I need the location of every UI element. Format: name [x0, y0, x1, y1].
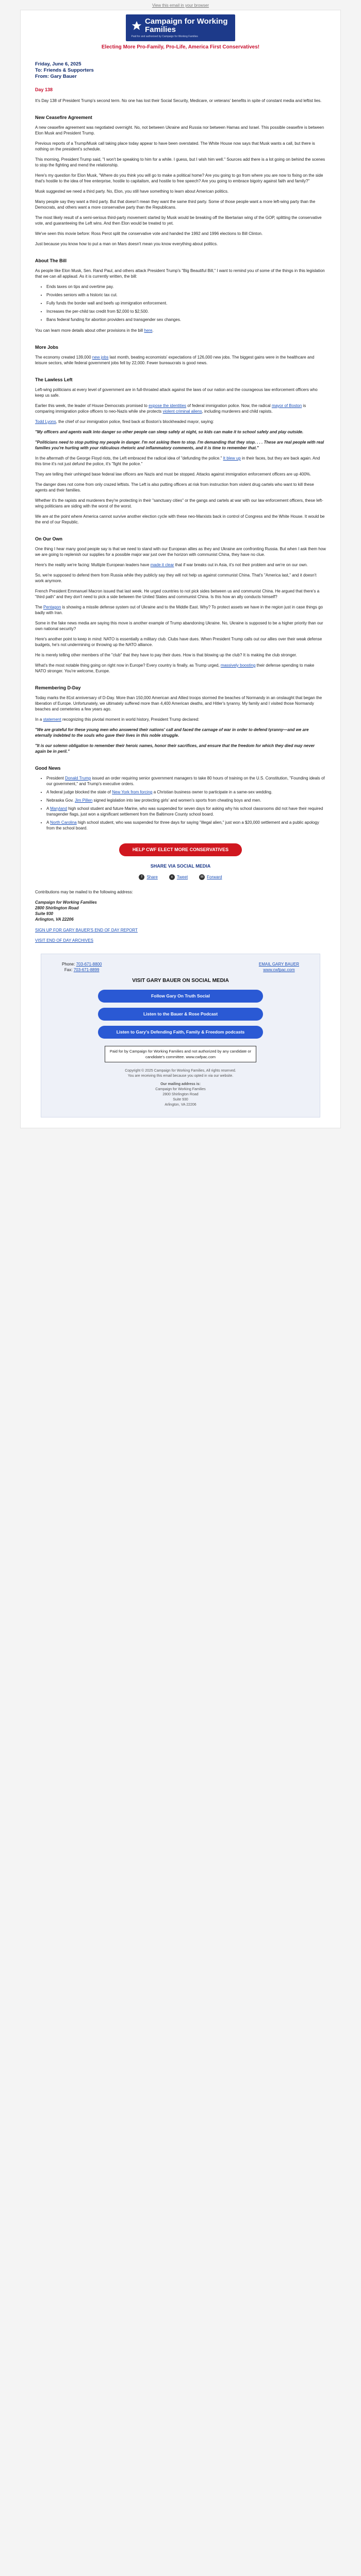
quote: "My officers and agents walk into danger so other people can sleep safely at night, so kids can make it to school safely and play outside.	[35, 430, 304, 434]
pillen-link[interactable]: Jim Pillen	[75, 798, 93, 803]
paragraph: Here's the reality we're facing: Multiple European leaders have made it clear that if war breaks out in Asia, it's not their problem and we're on our own.	[35, 563, 308, 567]
paragraph: The economy created 139,000 new jobs last month, beating economists' expectations of 126,000 new jobs. The biggest gains were in the healthcare and leisure sectors, while federal government jobs fell by 22,000. Fewer bureaucrats is good news.	[35, 355, 315, 365]
maryland-link[interactable]: Maryland	[50, 806, 68, 811]
new-jobs-link[interactable]: new jobs	[92, 355, 109, 360]
tagline: Electing More Pro-Family, Pro-Life, America First Conservatives!	[101, 44, 260, 50]
paragraph: So, we're supposed to defend them from Russia while they publicly say they will not help us against communist China. That's "America last," and it doesn't work anymore.	[35, 573, 317, 583]
paragraph: You can learn more details about other provisions in the bill here.	[35, 328, 154, 333]
section-title-jobs: More Jobs	[35, 345, 59, 350]
todd-lyons-link[interactable]: Todd Lyons	[35, 419, 56, 424]
bill-details-link[interactable]: here	[144, 328, 153, 333]
phone-fax: Phone: 703-671-8800 Fax: 703-671-8899	[62, 962, 102, 973]
email-link[interactable]: EMAIL GARY BAUER	[258, 962, 299, 967]
paragraph: Here's another point to keep in mind: NATO is essentially a military club. Clubs have dues. When President Trump calls out our allies over their weak defense budgets, he's not undermining or throwing up the NATO alliance.	[35, 637, 322, 647]
share-title: SHARE VIA SOCIAL MEDIA	[150, 863, 211, 869]
blew-up-link[interactable]: It blew up	[223, 456, 241, 461]
share-facebook-button[interactable]: f Share	[139, 874, 157, 880]
cta-area	[35, 843, 326, 880]
section-title-ceasefire: New Ceasefire Agreement	[35, 115, 92, 120]
help-cwf-button[interactable]: HELP CWF ELECT MORE CONSERVATIVES	[119, 843, 242, 856]
list-item: • Ends taxes on tips and overtime pay.	[46, 284, 326, 290]
paragraph: Many people say they want a third party. But that doesn't mean they want the same third party. Some of those people want a more left-wing party than the Democrats, and others want a more conservative party than the Republicans.	[35, 199, 316, 210]
logo-subtext: Paid for and authorized by Campaign for Working Families	[131, 35, 198, 38]
paragraph: Today marks the 81st anniversary of D-Day. More than 150,000 American and Allied troops stormed the beaches of Normandy in an onslaught that began the liberation of Europe. Unfortunately, we ultimately suffered more than 4,400 American deaths, and Hitler's tyranny. My family and I visited those Normandy beaches and cemeteries a few years ago.	[35, 696, 322, 711]
paragraph: Whether it's the rapists and murderers they're protecting in their "sanctuary cities" or the gangs and cartels at war with our law enforcement officers, these left-wing politicians are siding with the worst of the worst.	[35, 498, 323, 509]
list-item: • Nebraska Gov. Jim Pillen signed legislation into law protecting girls' and women's sports from cheating boys and men.	[46, 798, 326, 803]
paragraph: French President Emmanuel Macron issued that last week. He urged countries to not pick sides between us and communist China. He argued that there's a "third path" and they don't need to pick a side between the United States and communist China. Is this how an ally conducts himself?	[35, 589, 320, 599]
paragraph: Here's my question for Elon Musk, "Where do you think you will go to make a political home? Are you going to go from where you are now to fixing on the side that's hostile to the idea of free enterprise, hostile to capitalism, and hostile to free speech? Are you going to embrace bigotry against faith and family?"	[35, 173, 323, 183]
phone-link[interactable]: 703-671-8800	[76, 962, 102, 967]
section-title-bill: About The Bill	[35, 258, 67, 263]
paragraph: Todd Lyons, the chief of our immigration police, fired back at Boston's blockheaded mayor, saying:	[35, 419, 214, 424]
intro-paragraph: It's Day 138 of President Trump's second term. No one has lost their Social Security, Medicare, or veterans' benefits in spite of constant media and leftist lies.	[35, 98, 322, 103]
made-it-clear-link[interactable]: made it clear	[150, 563, 174, 567]
footer-legal: Copyright © 2025 Campaign for Working Families, All rights reserved. You are receiving this email because you opted in via our website. Our mailing address is: Campaign for Working Families 2800 Shirlington Road Suite 930 Arlington, VA 22206	[125, 1069, 236, 1107]
footer	[41, 954, 320, 1117]
newsletter-body	[21, 54, 340, 1128]
section-title-on-our-own: On Our Own	[35, 536, 62, 541]
fax-link[interactable]: 703-671-8899	[73, 968, 100, 973]
boosting-link[interactable]: massively boosting	[220, 663, 256, 668]
email-web	[259, 961, 299, 973]
list-item: • A North Carolina high school student, who was suspended for three days for saying "illegal alien," just won a $20,000 settlement and a public apology from the school board.	[46, 820, 326, 831]
good-news-list	[35, 775, 326, 831]
memo-to: To: Friends & Supporters	[35, 67, 94, 73]
new-york-link[interactable]: New York from forcing	[112, 790, 153, 794]
list-item: • Increases the per-child tax credit from $2,000 to $2,500.	[46, 309, 326, 314]
paragraph: As people like Elon Musk, Sen. Rand Paul, and others attack President Trump's "Big Beautiful Bill," I want to remind you of some of the things in this legislation that we can all applaud. As it is currently written, the bill:	[35, 268, 325, 279]
truth-social-button[interactable]: Follow Gary On Truth Social	[98, 990, 263, 1003]
north-carolina-link[interactable]: North Carolina	[50, 820, 77, 825]
pentagon-link[interactable]: Pentagon	[43, 605, 61, 609]
section-title-good-news: Good News	[35, 766, 61, 771]
section-title-lawless-left: The Lawless Left	[35, 377, 73, 382]
paragraph: Some in the fake news media are saying this move is another example of Trump abandoning Ukraine. No, Ukraine is supposed to be a higher priority than our own national security?	[35, 621, 323, 631]
paragraph: A new ceasefire agreement was negotiated overnight. No, not between Ukraine and Russia nor between Hamas and Israel. This possible ceasefire is between Elon Musk and President Trump.	[35, 125, 324, 135]
paragraph: Just because you know how to put a man on Mars doesn't mean you know everything about politics.	[35, 242, 218, 246]
share-twitter-button[interactable]: x Tweet	[169, 874, 188, 880]
paragraph: Left-wing politicians at every level of government are in full-throated attack against the laws of our nation and the courageous law enforcement officers who keep us safe.	[35, 387, 318, 398]
list-item: • Fully funds the border wall and beefs up immigration enforcement.	[46, 300, 326, 306]
facebook-icon: f	[139, 874, 144, 880]
statement-link[interactable]: statement	[43, 717, 61, 722]
x-icon: x	[169, 874, 175, 880]
paragraph: In a statement recognizing this pivotal moment in world history, President Trump declared:	[35, 717, 200, 722]
day-counter: Day 138	[35, 87, 53, 92]
paragraph: We've seen this movie before: Ross Perot split the conservative vote and handed the 1992 and 1996 elections to Bill Clinton.	[35, 231, 263, 236]
visit-social-title: VISIT GARY BAUER ON SOCIAL MEDIA	[132, 978, 229, 984]
top-bar	[0, 0, 361, 10]
list-item: • President Donald Trump issued an order requiring senior government managers to take 80 hours of training on the U.S. Constitution, "Founding ideals of our government," and Trump's executive orders.	[46, 775, 326, 787]
paragraph: Earlier this week, the leader of House Democrats promised to expose the identities of federal immigration police. Now, the radical mayor of Boston is comparing immigration police officers to neo-Nazis while she protects violent criminal aliens, including murderers and child rapists.	[35, 403, 306, 414]
archives-link[interactable]: VISIT END OF DAY ARCHIVES	[35, 938, 93, 943]
defending-faith-podcast-button[interactable]: Listen to Gary's Defending Faith, Family & Freedom podcasts	[98, 1026, 263, 1039]
expose-identities-link[interactable]: expose the identities	[149, 403, 187, 408]
forward-icon: ✉	[199, 874, 205, 880]
paid-for-disclaimer: Paid for by Campaign for Working Families and not authorized by any candidate or candidate's committee. www.cwfpac.com	[105, 1046, 256, 1062]
mailing-address: Campaign for Working Families 2800 Shirlington Road Suite 930 Arlington, VA 22206	[35, 900, 97, 922]
memo-date: Friday, June 6, 2025	[35, 61, 81, 67]
paragraph: Musk suggested we need a third party. No, Elon, you still have something to learn about American politics.	[35, 189, 229, 194]
paragraph: They are telling their unhinged base federal law officers are Nazis and must be stopped. Attacks against immigration enforcement officers are up 400%.	[35, 472, 311, 477]
paragraph: Previous reports of a Trump/Musk call taking place today appear to have been overstated. The White House now says that Musk wants a call, but there is nothing on the president's schedule.	[35, 141, 315, 151]
list-item: • A federal judge blocked the state of New York from forcing a Christian business owner to participate in a same-sex wedding.	[46, 789, 326, 795]
quote: "Politicians need to stop putting my people in danger. I'm not asking them to stop. I'm demanding that they stop. . . . These are real people with real families you're hurting with your ridiculous rhetoric and inflammatory comments, and it is time to remember that."	[35, 440, 324, 450]
section-title-dday: Remembering D-Day	[35, 685, 81, 690]
contact-row	[41, 961, 320, 973]
signup-link[interactable]: SIGN UP FOR GARY BAUER'S END OF DAY REPORT	[35, 928, 138, 933]
list-item: • Bans federal funding for abortion providers and transgender sex changes.	[46, 317, 326, 323]
view-in-browser-link[interactable]: View this email in your browser	[152, 3, 209, 8]
list-item: • Provides seniors with a historic tax cut.	[46, 292, 326, 298]
memo-from: From: Gary Bauer	[35, 74, 77, 79]
quote: "It is our solemn obligation to remember their heroic names, honor their sacrifices, and ensure that the freedom for which they died may never again be in peril."	[35, 743, 315, 754]
star-icon	[131, 20, 142, 31]
logo-text: Campaign for Working Families	[144, 17, 228, 34]
quote: "We are grateful for these young men who answered their nations' call and faced the carnage of war in order to defend tyranny—and we are eternally indebted to the souls who gave their lives in this noble struggle.	[35, 727, 309, 738]
paragraph: He is merely telling other members of the "club" that they have to pay their dues. How is that blowing up the club? It is making the club stronger.	[35, 653, 297, 657]
header	[21, 10, 340, 54]
paragraph: In the aftermath of the George Floyd riots, the Left embraced the radical idea of "defunding the police." It blew up in their faces, but they are back again. And this time it's not just defund the police, it's "fight the police."	[35, 456, 320, 466]
share-row	[35, 874, 326, 880]
bill-list	[35, 284, 326, 323]
list-item: • A Maryland high school student and future Marine, who was suspended for seven days for asking why his school classrooms did not have their required transgender flags, just won a significant settlement from the Baltimore County school board.	[46, 806, 326, 817]
paragraph: The danger does not come from only crazed leftists. The Left is also putting officers at risk from instruction from violent drug cartels who want to kill these agents and their families.	[35, 482, 314, 493]
contributions-line: Contributions may be mailed to the following address:	[35, 890, 133, 895]
memo-header	[35, 61, 326, 80]
website-link[interactable]: www.cwfpac.com	[263, 968, 295, 973]
paragraph: The most likely result of a semi-serious third-party movement started by Musk would be breaking off the libertarian wing of the GOP, splitting the conservative vote, and guaranteeing the Left wins. And then Elon would be treated to yet.	[35, 215, 322, 226]
bauer-rose-podcast-button[interactable]: Listen to the Bauer & Rose Podcast	[98, 1008, 263, 1021]
logo	[126, 14, 235, 41]
paragraph: The Pentagon is showing a missile defense system out of Ukraine and to the Middle East. Why? To protect assets we have in the region just in case things go badly with Iran.	[35, 605, 323, 615]
share-forward-button[interactable]: ✉ Forward	[199, 874, 222, 880]
paragraph: What's the most notable thing going on right now in Europe? Every country is finally, as Trump urged, massively boosting their defense spending to make NATO stronger. You're welcome, Europe.	[35, 663, 315, 673]
criminal-aliens-link[interactable]: violent criminal aliens	[162, 409, 202, 414]
paragraph: One thing I hear many good people say is that we need to stand with our European allies as they and Ukraine are confronting Russia. But when I ask them how we are going to replenish our supplies for a possible major war just over the horizon with communist China, they have no clue.	[35, 547, 326, 557]
trump-link[interactable]: Donald Trump	[65, 776, 91, 781]
paragraph: We are at the point where America cannot survive another election cycle with these neo-Marxists back in control of Congress and the White House. It would be the end of our Republic.	[35, 514, 325, 524]
paragraph: This morning, President Trump said, "I won't be speaking to him for a while. I guess, but I wish him well." Sources add there is a lot going on behind the scenes to stop the fighting and mend the relationship.	[35, 157, 325, 167]
email-container	[20, 10, 341, 1128]
mayor-boston-link[interactable]: mayor of Boston	[271, 403, 302, 408]
